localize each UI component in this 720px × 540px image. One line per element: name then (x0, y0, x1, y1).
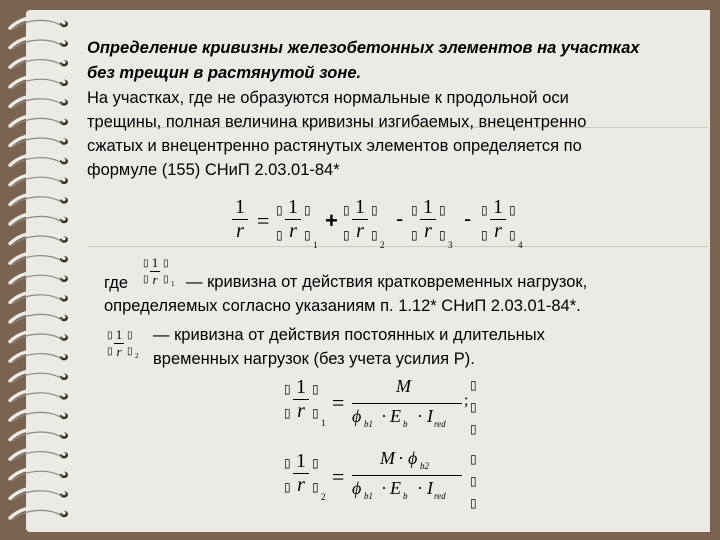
equals-sign: = (257, 208, 270, 233)
def1-prefix: где (104, 274, 129, 292)
fraction-bar (352, 475, 462, 476)
subscript-4: 4 (518, 240, 523, 250)
plus-sign: + (325, 208, 338, 233)
bracket: ▯ (343, 228, 350, 242)
bracket: ▯ (439, 203, 446, 217)
bracket: ▯ (343, 203, 350, 217)
bracket: ▯ (371, 228, 378, 242)
lhs-fraction: 1 r (232, 196, 248, 243)
term1-fraction: 1 r (285, 196, 301, 243)
ruled-line (88, 246, 708, 247)
body-line-4: формуле (155) СНиП 2.03.01-84* (87, 161, 340, 179)
body-line-2: трещины, полная величина кривизны изгибаемых, внецентренно (87, 113, 587, 131)
fraction-bar (352, 403, 462, 404)
bracket: ▯ (481, 228, 488, 242)
def1-text-line-1: — кривизна от действия кратковременных нагрузок, (186, 273, 588, 291)
minus-sign: - (464, 206, 472, 231)
term3-fraction: 1 r (420, 196, 436, 243)
bracket: ▯ (276, 228, 283, 242)
bracket: ▯ (481, 203, 488, 217)
def2-text-line-1: — кривизна от действия постоянных и длительных (153, 326, 545, 344)
formula1-numerator: M (396, 376, 411, 396)
bracket: ▯ (276, 203, 283, 217)
subscript-1: 1 (313, 240, 318, 250)
bracket: ▯ (411, 203, 418, 217)
bracket: ▯ (509, 203, 516, 217)
def1-text-line-2: определяемых согласно указаниям п. 1.12* СНиП 2.03.01-84*. (104, 297, 581, 315)
bracket: ▯ (304, 228, 311, 242)
minus-sign: - (396, 206, 404, 231)
def2-text-line-2: временных нагрузок (без учета усилия Р). (153, 350, 475, 368)
spiral-binding-icon (4, 14, 80, 528)
bracket: ▯ (304, 203, 311, 217)
bracket: ▯ (509, 228, 516, 242)
bracket: ▯ (411, 228, 418, 242)
subscript-3: 3 (448, 240, 453, 250)
term2-fraction: 1 r (352, 196, 368, 243)
bracket: ▯ (439, 228, 446, 242)
body-line-1: На участках, где не образуются нормальные к продольной оси (87, 89, 569, 107)
term4-fraction: 1 r (490, 196, 506, 243)
heading-line-2: без трещин в растянутой зоне. (87, 64, 362, 82)
subscript-2: 2 (380, 240, 385, 250)
heading-line-1: Определение кривизны железобетонных элементов на участках (87, 39, 640, 57)
bracket: ▯ (371, 203, 378, 217)
body-line-3: сжатых и внецентренно растянутых элементов определяется по (87, 137, 582, 155)
